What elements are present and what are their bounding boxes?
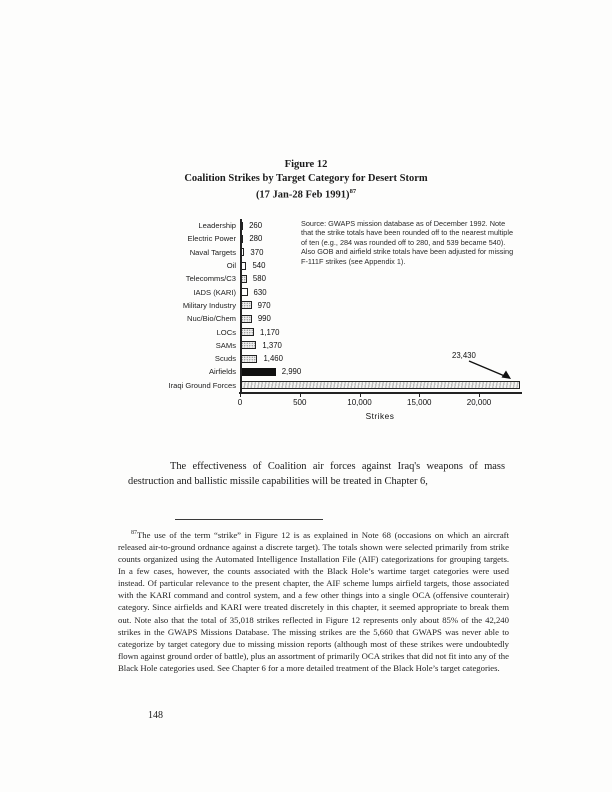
- category-label: LOCs: [216, 327, 236, 337]
- category-label: SAMs: [215, 340, 236, 350]
- footnote-text: $^{87}$The use of the term “strike” in Figure 12 is as explained in Note 68 (occasions on which an aircraft released air-to-ground ordnance against a discrete target). The totals shown were selected primarily from strike counts organized using the Automated Intelligence Installation File (AIF) categorizations for grouping targets. In a few cases, however, the counts associated with the Black Hole’s wartime target categories were used instead. Of particular relevance to the present chapter, the AIF scheme lumps airfield targets, those associated with the KARI command and control system, and a few other things into a single OCA (offensive counterair) category. Since airfields and KARI were treated discretely in this chapter, it seemed appropriate to break them out. Note also that the total of 35,018 strikes reflected in Figure 12 represents only about 85% of the 42,240 strikes in the GWAPS Missions Database. The missing strikes are the 5,660 that GWAPS was never able to categorize by target category due to missing mission reports (although most of these strikes were undoubtedly flown against ground order of battle), plus an assortment of primarily OCA strikes that did not fit into any of the Black Hole categories used. See Chapter 6 for a more detailed treatment of the Black Hole’s target categories.: [118, 529, 509, 673]
- x-tick-label: 500: [293, 398, 307, 407]
- x-axis-title: Strikes: [365, 411, 395, 421]
- figure-title: [0, 158, 612, 202]
- bar-sams: [240, 341, 256, 349]
- figure-date-range: (17 Jan-28 Feb 1991)$^{87}$: [255, 188, 357, 201]
- bar-airfields: [240, 368, 276, 376]
- figure-number: Figure 12: [284, 159, 328, 170]
- footnote-marker: 87: [131, 530, 137, 536]
- value-label: 280: [249, 234, 263, 244]
- bar-nuc-bio-chem: [240, 315, 252, 323]
- category-label: Oil: [226, 261, 236, 271]
- page-number: 148: [148, 710, 163, 721]
- category-label: Telecomms/C3: [185, 274, 236, 284]
- bar-military-industry: [240, 301, 252, 309]
- annotation-arrow-icon: [455, 358, 517, 384]
- footnote-reference: 87: [349, 188, 357, 195]
- bar-locs: [240, 328, 254, 336]
- max-bar-annotation: 23,430: [452, 351, 476, 360]
- chart-row: [130, 272, 526, 285]
- x-tick-label: 10,000: [347, 398, 372, 407]
- value-label: 580: [252, 274, 266, 284]
- value-label: 630: [253, 287, 267, 297]
- value-label: 990: [257, 314, 271, 324]
- source-note: Source: GWAPS mission database as of December 1992. Note that the strike totals have been rounded off to the nearest multiple of ten (e.g., 284 was rounded off to 280, and 539 became 540). Also GOB and airfield strike totals have been adjusted for missing F-111F strikes (see Appendix 1).: [301, 219, 514, 266]
- bar-scuds: [240, 355, 257, 363]
- value-label: 370: [250, 247, 264, 257]
- y-axis-line: [240, 219, 242, 393]
- category-label: Nuc/Bio/Chem: [187, 314, 236, 324]
- category-label: IADS (KARI): [193, 287, 236, 297]
- category-label: Iraqi Ground Forces: [168, 380, 236, 390]
- category-label: Leadership: [198, 221, 236, 231]
- x-tick: [479, 393, 480, 397]
- x-tick-label: 20,000: [466, 398, 492, 407]
- category-label: Naval Targets: [189, 247, 236, 257]
- body-paragraph: The effectiveness of Coalition air forces against Iraq's weapons of mass destruction and ballistic missile capabilities will be treated in Chapter 6,: [128, 461, 505, 488]
- chart-row: [130, 325, 526, 338]
- category-label: Scuds: [214, 354, 236, 364]
- x-tick: [360, 393, 361, 397]
- chart-row: [130, 312, 526, 325]
- value-label: 1,460: [263, 354, 283, 364]
- x-tick-label: 0: [237, 398, 243, 407]
- x-tick: [240, 393, 241, 397]
- footnote-rule: [175, 519, 323, 520]
- value-label: 260: [249, 221, 263, 231]
- chart-row: [130, 339, 526, 352]
- value-label: 970: [257, 300, 271, 310]
- value-label: 1,370: [262, 340, 282, 350]
- value-label: 1,170: [259, 327, 280, 337]
- x-tick: [300, 393, 301, 397]
- x-tick: [419, 393, 420, 397]
- category-label: Military Industry: [182, 300, 236, 310]
- category-label: Airfields: [208, 367, 236, 377]
- chart-row: [130, 285, 526, 298]
- value-label: 2,990: [281, 367, 302, 377]
- figure-caption: Coalition Strikes by Target Category for Desert Storm: [184, 172, 428, 184]
- value-label: 540: [252, 261, 266, 271]
- chart-row: [130, 299, 526, 312]
- x-tick-label: 15,000: [407, 398, 432, 407]
- category-label: Electric Power: [187, 234, 236, 244]
